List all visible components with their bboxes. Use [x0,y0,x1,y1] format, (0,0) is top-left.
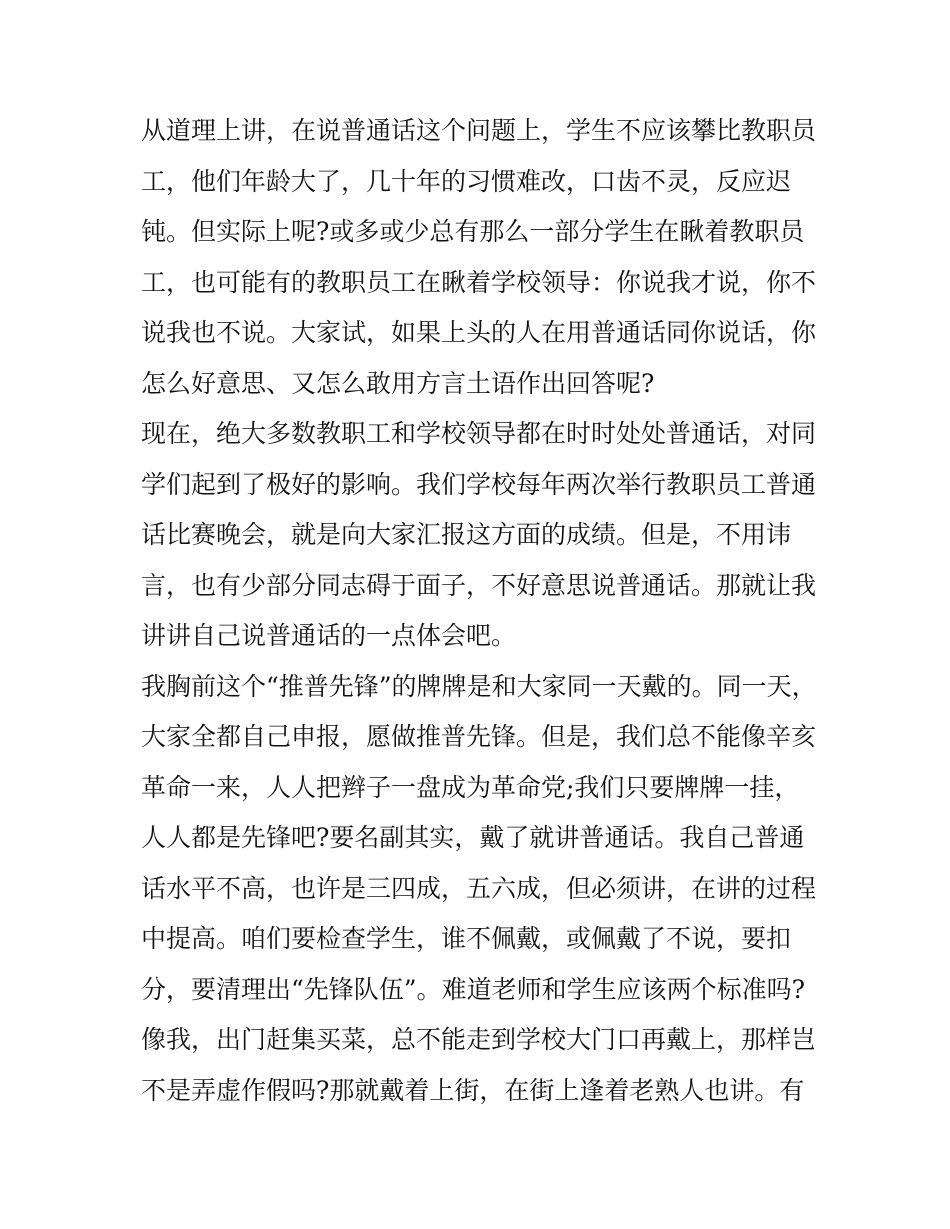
text-line: 说我也不说。大家试，如果上头的人在用普通话同你说话，你 [141,318,817,347]
text-line: 不是弄虚作假吗?那就戴着上街，在街上逢着老熟人也讲。有 [141,1075,805,1105]
text-line: 人人都是先锋吧?要名副其实，戴了就讲普通话。我自己普通 [141,823,805,852]
text-line: 革命一来，人人把辫子一盘成为革命党;我们只要牌牌一挂， [141,772,800,802]
text-line: 工，他们年龄大了，几十年的习惯难改，口齿不灵，反应迟 [141,166,792,196]
text-line: 怎么好意思、又怎么敢用方言土语作出回答呢? [141,368,655,398]
text-line: 言，也有少部分同志碍于面子，不好意思说普通话。那就让我 [141,570,817,600]
text-line: 工，也可能有的教职员工在瞅着学校领导：你说我才说，你不 [141,267,817,297]
text-line: 从道理上讲，在说普通话这个问题上，学生不应该攀比教职员 [141,116,817,145]
text-line: 大家全都自己申报，愿做推普先锋。但是，我们总不能像辛亥 [141,722,817,751]
text-line: 我胸前这个“推普先锋”的牌牌是和大家同一天戴的。同一天， [141,671,817,701]
text-line: 话比赛晚会，就是向大家汇报这方面的成绩。但是，不用讳 [141,520,792,549]
text-line: 现在，绝大多数教职工和学校领导都在时时处处普通话，对同 [141,419,817,448]
body-text [141,106,821,1116]
text-line: 讲讲自己说普通话的一点体会吧。 [141,621,517,650]
text-line: 话水平不高，也许是三四成，五六成，但必须讲，在讲的过程 [141,873,817,903]
text-line: 分，要清理出“先锋队伍”。难道老师和学生应该两个标准吗? [141,974,805,1004]
text-line: 钝。但实际上呢?或多或少总有那么一部分学生在瞅着教职员 [141,217,805,246]
text-line: 学们起到了极好的影响。我们学校每年两次举行教职员工普通 [141,469,817,499]
text-line: 像我，出门赶集买菜，总不能走到学校大门口再戴上，那样岂 [141,1025,817,1054]
text-line: 中提高。咱们要检查学生，谁不佩戴，或佩戴了不说，要扣 [141,924,792,953]
